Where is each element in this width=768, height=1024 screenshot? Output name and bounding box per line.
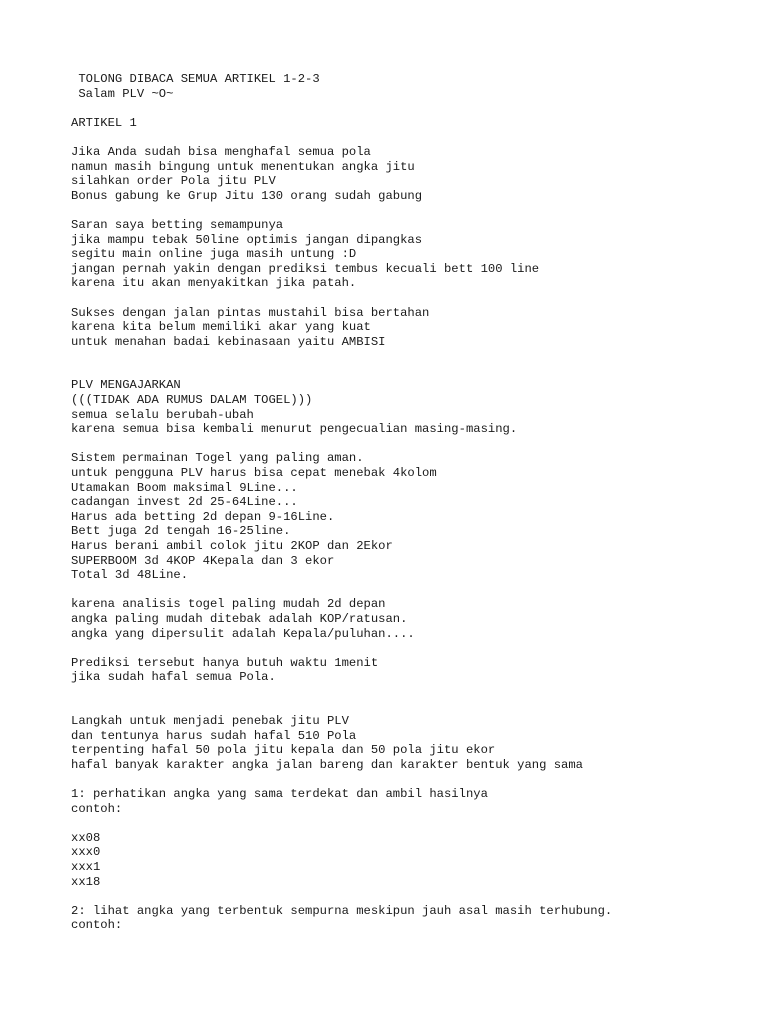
- text-line: Utamakan Boom maksimal 9Line...: [71, 480, 298, 495]
- text-line: semua selalu berubah-ubah: [71, 407, 254, 422]
- text-line: Saran saya betting semampunya: [71, 217, 284, 232]
- text-line: hafal banyak karakter angka jalan bareng dan karakter bentuk yang sama: [71, 757, 583, 772]
- blank-line: [71, 889, 612, 904]
- blank-line: [71, 437, 612, 452]
- text-line: jika sudah hafal semua Pola.: [71, 670, 276, 685]
- text-line: Langkah untuk menjadi penebak jitu PLV: [71, 714, 349, 729]
- blank-line: [71, 816, 612, 831]
- blank-line: [71, 364, 612, 379]
- text-line: Harus berani ambil colok jitu 2KOP dan 2Ekor: [71, 539, 393, 553]
- text-line: namun masih bingung untuk menentukan angka jitu: [71, 159, 415, 174]
- text-line: dan tentunya harus sudah hafal 510 Pola: [71, 728, 357, 743]
- text-line: jangan pernah yakin dengan prediksi tembus kecuali bett 100 line: [71, 261, 540, 276]
- text-line: (((TIDAK ADA RUMUS DALAM TOGEL))): [71, 393, 313, 408]
- blank-line: [71, 773, 612, 788]
- blank-line: [71, 583, 612, 598]
- text-line: terpenting hafal 50 pola jitu kepala dan 50 pola jitu ekor: [71, 743, 496, 758]
- text-line: contoh:: [71, 801, 123, 816]
- text-line: xx18: [71, 874, 101, 889]
- text-line: Prediksi tersebut hanya butuh waktu 1menit: [71, 655, 379, 670]
- text-line: TOLONG DIBACA SEMUA ARTIKEL 1-2-3: [71, 72, 320, 86]
- text-line: Sukses dengan jalan pintas mustahil bisa bertahan: [71, 305, 430, 320]
- text-line: Bonus gabung ke Grup Jitu 130 orang sudah gabung: [71, 188, 423, 203]
- text-line: xxx0: [71, 845, 101, 860]
- text-line: angka yang dipersulit adalah Kepala/puluhan....: [71, 626, 415, 641]
- text-line: silahkan order Pola jitu PLV: [71, 174, 276, 189]
- text-line: karena kita belum memiliki akar yang kuat: [71, 320, 371, 335]
- text-line: Sistem permainan Togel yang paling aman.: [71, 451, 364, 466]
- blank-line: [71, 291, 612, 306]
- text-line: Jika Anda sudah bisa menghafal semua pola: [71, 144, 371, 159]
- text-line: karena analisis togel paling mudah 2d depan: [71, 597, 386, 612]
- text-line: ARTIKEL 1: [71, 115, 137, 130]
- text-line: xx08: [71, 830, 101, 845]
- text-line: karena semua bisa kembali menurut pengecualian masing-masing.: [71, 422, 518, 437]
- text-line: Harus ada betting 2d depan 9-16Line.: [71, 509, 335, 524]
- blank-line: [71, 101, 612, 116]
- blank-line: [71, 203, 612, 218]
- text-line: untuk menahan badai kebinasaan yaitu AMBISI: [71, 334, 386, 349]
- text-line: 1: perhatikan angka yang sama terdekat dan ambil hasilnya: [71, 787, 488, 802]
- blank-line: [71, 641, 612, 656]
- text-line: contoh:: [71, 918, 123, 933]
- blank-line: [71, 700, 612, 715]
- text-line: karena itu akan menyakitkan jika patah.: [71, 276, 357, 291]
- blank-line: [71, 349, 612, 364]
- text-line: jika mampu tebak 50line optimis jangan dipangkas: [71, 232, 423, 247]
- text-line: Total 3d 48Line.: [71, 568, 189, 583]
- text-line: xxx1: [71, 860, 101, 875]
- blank-line: [71, 685, 612, 700]
- document-body: [71, 72, 612, 933]
- text-line: SUPERBOOM 3d 4KOP 4Kepala dan 3 ekor: [71, 553, 335, 568]
- text-line: Bett juga 2d tengah 16-25line.: [71, 524, 291, 539]
- text-line: cadangan invest 2d 25-64Line...: [71, 495, 298, 510]
- text-line: angka paling mudah ditebak adalah KOP/ratusan.: [71, 611, 408, 626]
- text-line: PLV MENGAJARKAN: [71, 378, 181, 393]
- text-line: Salam PLV ~O~: [71, 86, 174, 101]
- blank-line: [71, 130, 612, 145]
- text-line: segitu main online juga masih untung :D: [71, 247, 357, 262]
- text-line: untuk pengguna PLV harus bisa cepat menebak 4kolom: [71, 466, 437, 481]
- text-line: 2: lihat angka yang terbentuk sempurna meskipun jauh asal masih terhubung.: [71, 903, 613, 918]
